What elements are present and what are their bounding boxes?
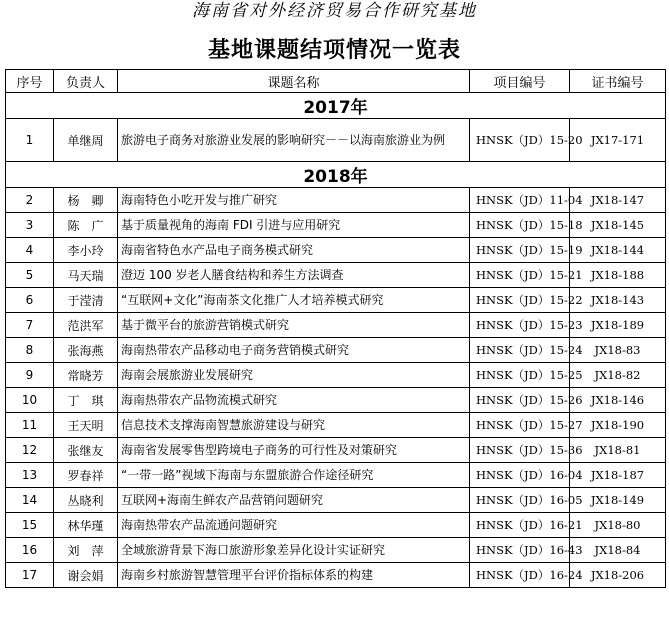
row-number: 4	[6, 238, 54, 263]
project-code: HNSK（JD）15-22	[470, 288, 570, 313]
lead-name: 于滢清	[54, 288, 118, 313]
row-number: 11	[6, 413, 54, 438]
table-row	[6, 119, 666, 162]
lead-name: 李小玲	[54, 238, 118, 263]
row-number: 14	[6, 488, 54, 513]
certificate-code: JX18-206	[570, 563, 666, 588]
row-number: 16	[6, 538, 54, 563]
year-label: 2017年	[6, 93, 666, 119]
certificate-code: JX18-84	[570, 538, 666, 563]
project-code: HNSK（JD）15-27	[470, 413, 570, 438]
certificate-code: JX18-83	[570, 338, 666, 363]
certificate-code: JX18-189	[570, 313, 666, 338]
lead-name: 丛晓利	[54, 488, 118, 513]
project-code: HNSK（JD）15-26	[470, 388, 570, 413]
row-number: 8	[6, 338, 54, 363]
row-number: 10	[6, 388, 54, 413]
year-group-row	[6, 93, 666, 119]
column-header-code: 项目编号	[470, 70, 570, 93]
table-row	[6, 213, 666, 238]
row-number: 2	[6, 188, 54, 213]
table-row	[6, 338, 666, 363]
topic-title: 海南会展旅游业发展研究	[118, 363, 470, 388]
lead-name: 马天瑞	[54, 263, 118, 288]
column-header-cert: 证书编号	[570, 70, 666, 93]
project-code: HNSK（JD）15-21	[470, 263, 570, 288]
lead-name: 常晓芳	[54, 363, 118, 388]
table-row	[6, 563, 666, 588]
topic-title: 海南热带农产品移动电子商务营销模式研究	[118, 338, 470, 363]
topic-title: 基于质量视角的海南 FDI 引进与应用研究	[118, 213, 470, 238]
lead-name: 刘 萍	[54, 538, 118, 563]
row-number: 13	[6, 463, 54, 488]
lead-name: 范洪军	[54, 313, 118, 338]
table-row	[6, 513, 666, 538]
project-code: HNSK（JD）15-19	[470, 238, 570, 263]
table-row	[6, 438, 666, 463]
certificate-code: JX18-188	[570, 263, 666, 288]
table-row	[6, 388, 666, 413]
row-number: 1	[6, 119, 54, 162]
certificate-code: JX17-171	[570, 119, 666, 162]
table-row	[6, 288, 666, 313]
project-code: HNSK（JD）15-23	[470, 313, 570, 338]
row-number: 6	[6, 288, 54, 313]
table-row	[6, 488, 666, 513]
certificate-code: JX18-82	[570, 363, 666, 388]
project-code: HNSK（JD）11-04	[470, 188, 570, 213]
project-code: HNSK（JD）16-04	[470, 463, 570, 488]
project-code: HNSK（JD）15-24	[470, 338, 570, 363]
lead-name: 丁 琪	[54, 388, 118, 413]
lead-name: 杨 卿	[54, 188, 118, 213]
topic-title: 海南省发展零售型跨境电子商务的可行性及对策研究	[118, 438, 470, 463]
certificate-code: JX18-80	[570, 513, 666, 538]
table-row	[6, 188, 666, 213]
table-row	[6, 263, 666, 288]
certificate-code: JX18-187	[570, 463, 666, 488]
topic-title: 旅游电子商务对旅游业发展的影响研究－－以海南旅游业为例	[118, 119, 470, 162]
row-number: 12	[6, 438, 54, 463]
topic-title: 海南特色小吃开发与推广研究	[118, 188, 470, 213]
topic-title: 全域旅游背景下海口旅游形象差异化设计实证研究	[118, 538, 470, 563]
topic-title: 海南热带农产品流通问题研究	[118, 513, 470, 538]
row-number: 3	[6, 213, 54, 238]
table-row	[6, 463, 666, 488]
institution-header: 海南省对外经济贸易合作研究基地	[192, 1, 477, 21]
lead-name: 谢会娟	[54, 563, 118, 588]
project-code: HNSK（JD）15-18	[470, 213, 570, 238]
topic-title: 海南热带农产品物流模式研究	[118, 388, 470, 413]
row-number: 5	[6, 263, 54, 288]
lead-name: 罗春祥	[54, 463, 118, 488]
column-header-lead: 负责人	[54, 70, 118, 93]
lead-name: 王天明	[54, 413, 118, 438]
table-row	[6, 238, 666, 263]
certificate-code: JX18-145	[570, 213, 666, 238]
page-title: 基地课题结项情况一览表	[207, 38, 461, 63]
row-number: 17	[6, 563, 54, 588]
certificate-code: JX18-147	[570, 188, 666, 213]
table-row	[6, 313, 666, 338]
row-number: 9	[6, 363, 54, 388]
row-number: 7	[6, 313, 54, 338]
project-code: HNSK（JD）16-43	[470, 538, 570, 563]
lead-name: 张海燕	[54, 338, 118, 363]
results-table	[5, 69, 666, 588]
lead-name: 陈 广	[54, 213, 118, 238]
topic-title: “互联网+文化”海南茶文化推广人才培养模式研究	[118, 288, 470, 313]
table-row	[6, 538, 666, 563]
certificate-code: JX18-144	[570, 238, 666, 263]
certificate-code: JX18-81	[570, 438, 666, 463]
row-number: 15	[6, 513, 54, 538]
table-row	[6, 413, 666, 438]
project-code: HNSK（JD）15-36	[470, 438, 570, 463]
project-code: HNSK（JD）16-24	[470, 563, 570, 588]
table-body	[6, 93, 666, 588]
column-header-no: 序号	[6, 70, 54, 93]
lead-name: 林华瑾	[54, 513, 118, 538]
certificate-code: JX18-190	[570, 413, 666, 438]
project-code: HNSK（JD）15-20	[470, 119, 570, 162]
topic-title: 基于微平台的旅游营销模式研究	[118, 313, 470, 338]
table-header-row	[6, 70, 666, 93]
topic-title: 信息技术支撑海南智慧旅游建设与研究	[118, 413, 470, 438]
topic-title: 澄迈 100 岁老人膳食结构和养生方法调查	[118, 263, 470, 288]
topic-title: 海南省特色水产品电子商务模式研究	[118, 238, 470, 263]
project-code: HNSK（JD）16-05	[470, 488, 570, 513]
project-code: HNSK（JD）16-21	[470, 513, 570, 538]
year-group-row	[6, 162, 666, 188]
topic-title: 海南乡村旅游智慧管理平台评价指标体系的构建	[118, 563, 470, 588]
lead-name: 单继周	[54, 119, 118, 162]
certificate-code: JX18-149	[570, 488, 666, 513]
topic-title: “一带一路”视域下海南与东盟旅游合作途径研究	[118, 463, 470, 488]
topic-title: 互联网+海南生鲜农产品营销问题研究	[118, 488, 470, 513]
lead-name: 张继友	[54, 438, 118, 463]
project-code: HNSK（JD）15-25	[470, 363, 570, 388]
year-label: 2018年	[6, 162, 666, 188]
certificate-code: JX18-143	[570, 288, 666, 313]
certificate-code: JX18-146	[570, 388, 666, 413]
column-header-topic: 课题名称	[118, 70, 470, 93]
table-row	[6, 363, 666, 388]
